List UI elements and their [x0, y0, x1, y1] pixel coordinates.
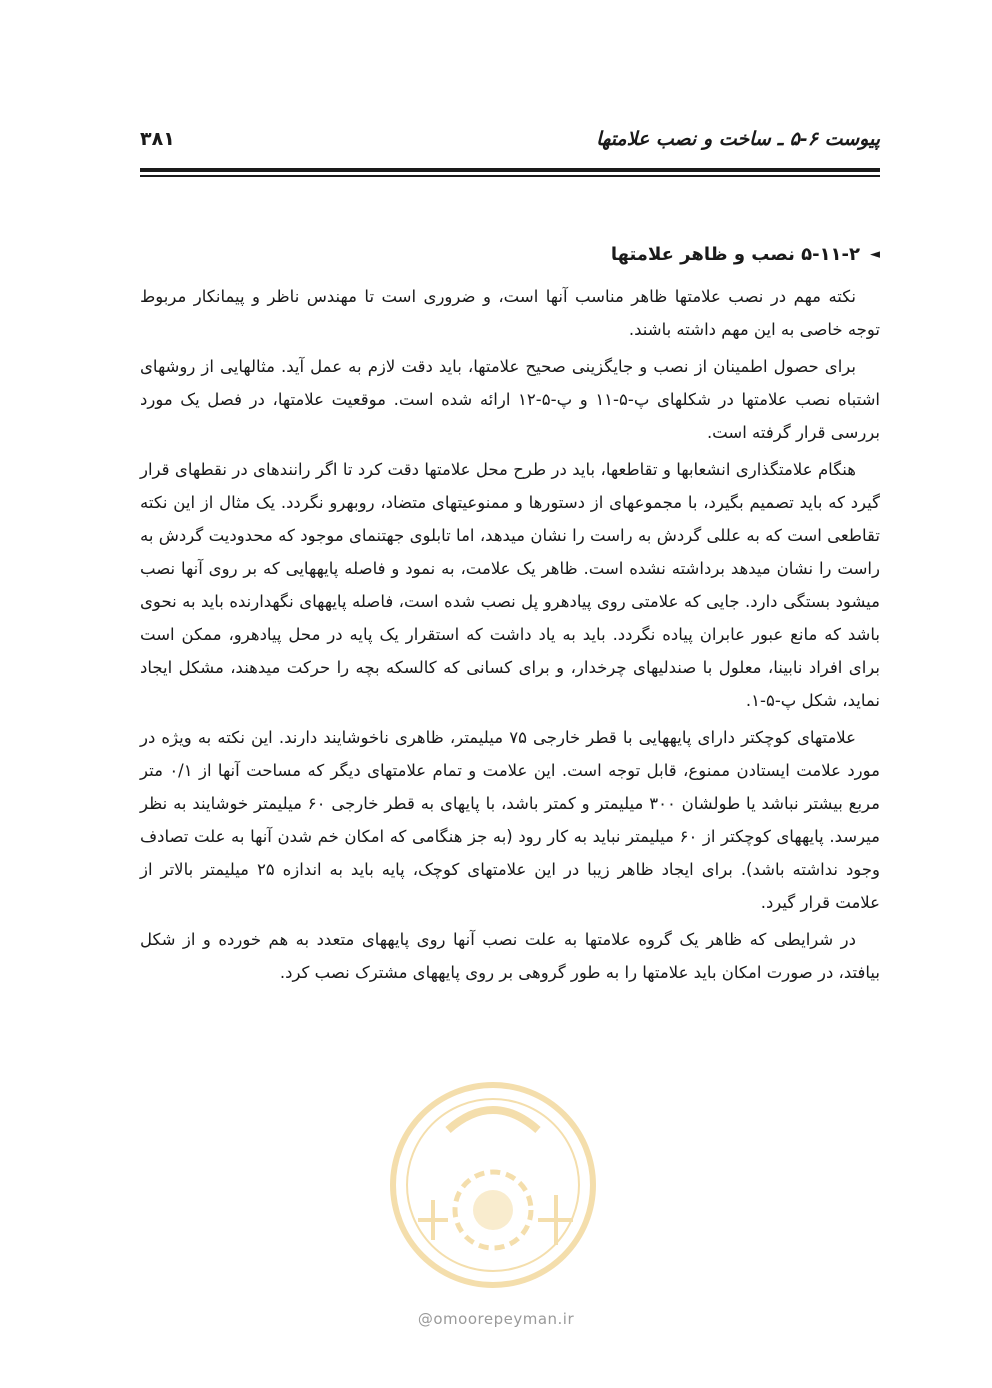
paragraph-3: هنگام علامتگذاری انشعابها و تقاطعها، باید در طرح محل علامتها دقت کرد تا اگر رانندهای در نقطهای قرار گیرد که باید تصمیم بگیرد، با مجموعهای از دستورها و ممنوعیتهای متضاد، روبهرو نگردد. یک مثال از این نکته تقاطعی است که به عللی گردش به راست را نشان میدهد، اما تابلوی جهتنمای موجود که محدودیت گردش به راست را نشان میدهد برداشته نشده است. ظاهر یک علامت، به نمود و فاصله پایههایی که بر روی آنها نصب میشود بستگی دارد. جایی که علامتی روی پیادهرو پل نصب شده است، فاصله پایههای نگهدارنده باید به نحوی باشد که مانع عبور عابران پیاده نگردد. باید به یاد داشت که استقرار یک پایه در محل پیادهرو، ممکن است برای افراد نابینا، معلول با صندلیهای چرخدار، و برای کسانی که کالسکه بچه را حرکت میدهند، مشکل ایجاد نماید، شکل پ-۵-۱. — [140, 460, 880, 710]
watermark-logo-icon — [378, 1070, 608, 1300]
paragraph-2: برای حصول اطمینان از نصب و جایگزینی صحیح علامتها، باید دقت لازم به عمل آید. مثالهایی از روشهای اشتباه نصب علامتها در شکلهای پ-۵-۱۱ و پ-۵-۱۲ ارائه شده است. موقعیت علامتها، در فصل یک مورد بررسی قرار گرفته است. — [140, 357, 881, 442]
watermark-text: @omoorepeyman.ir — [417, 1310, 575, 1328]
page-header — [140, 128, 880, 158]
paragraph-4: علامتهای کوچکتر دارای پایههایی با قطر خارجی ۷۵ میلیمتر، ظاهری ناخوشایند دارند. این نکته به ویژه در مورد علامت ایستادن ممنوع، قابل توجه است. این علامت و تمام علامتهای دیگر که مساحت آنها از ۰/۱ متر مربع بیشتر نباشد یا طولشان ۳۰۰ میلیمتر و کمتر باشد، با پایهای به قطر خارجی ۶۰ میلیمتر خوشایند به نظر میرسد. پایههای کوچکتر از ۶۰ میلیمتر نباید به کار رود (به جز هنگامی که امکان خم شدن آنها به علت تصادف وجود نداشته باشد). برای ایجاد ظاهر زیبا در این علامتهای کوچک، پایه باید به اندازه ۲۵ میلیمتر بالاتر از علامت قرار گیرد. — [140, 728, 880, 912]
header-title: پیوست ۶-۵ ـ ساخت و نصب علامتها — [596, 128, 880, 150]
bullet-icon: ◄ — [870, 247, 880, 262]
header-rule-thin — [140, 175, 880, 177]
section-heading-text: ۵-۱۱-۲ نصب و ظاهر علامتها — [610, 244, 860, 265]
paragraph-1: نکته مهم در نصب علامتها ظاهر مناسب آنها است، و ضروری است تا مهندس ناظر و پیمانکار مربوط توجه خاصی به این مهم داشته باشند. — [140, 287, 880, 339]
page-content — [140, 240, 880, 993]
paragraph-5: در شرایطی که ظاهر یک گروه علامتها به علت نصب آنها روی پایههای متعدد به هم خورده و از شکل بیافتد، در صورت امکان باید علامتها را به طور گروهی بر روی پایههای مشترک نصب کرد. — [140, 930, 880, 982]
header-rule-thick — [140, 168, 880, 172]
section-heading — [140, 240, 880, 270]
page-number: ۳۸۱ — [140, 128, 175, 150]
